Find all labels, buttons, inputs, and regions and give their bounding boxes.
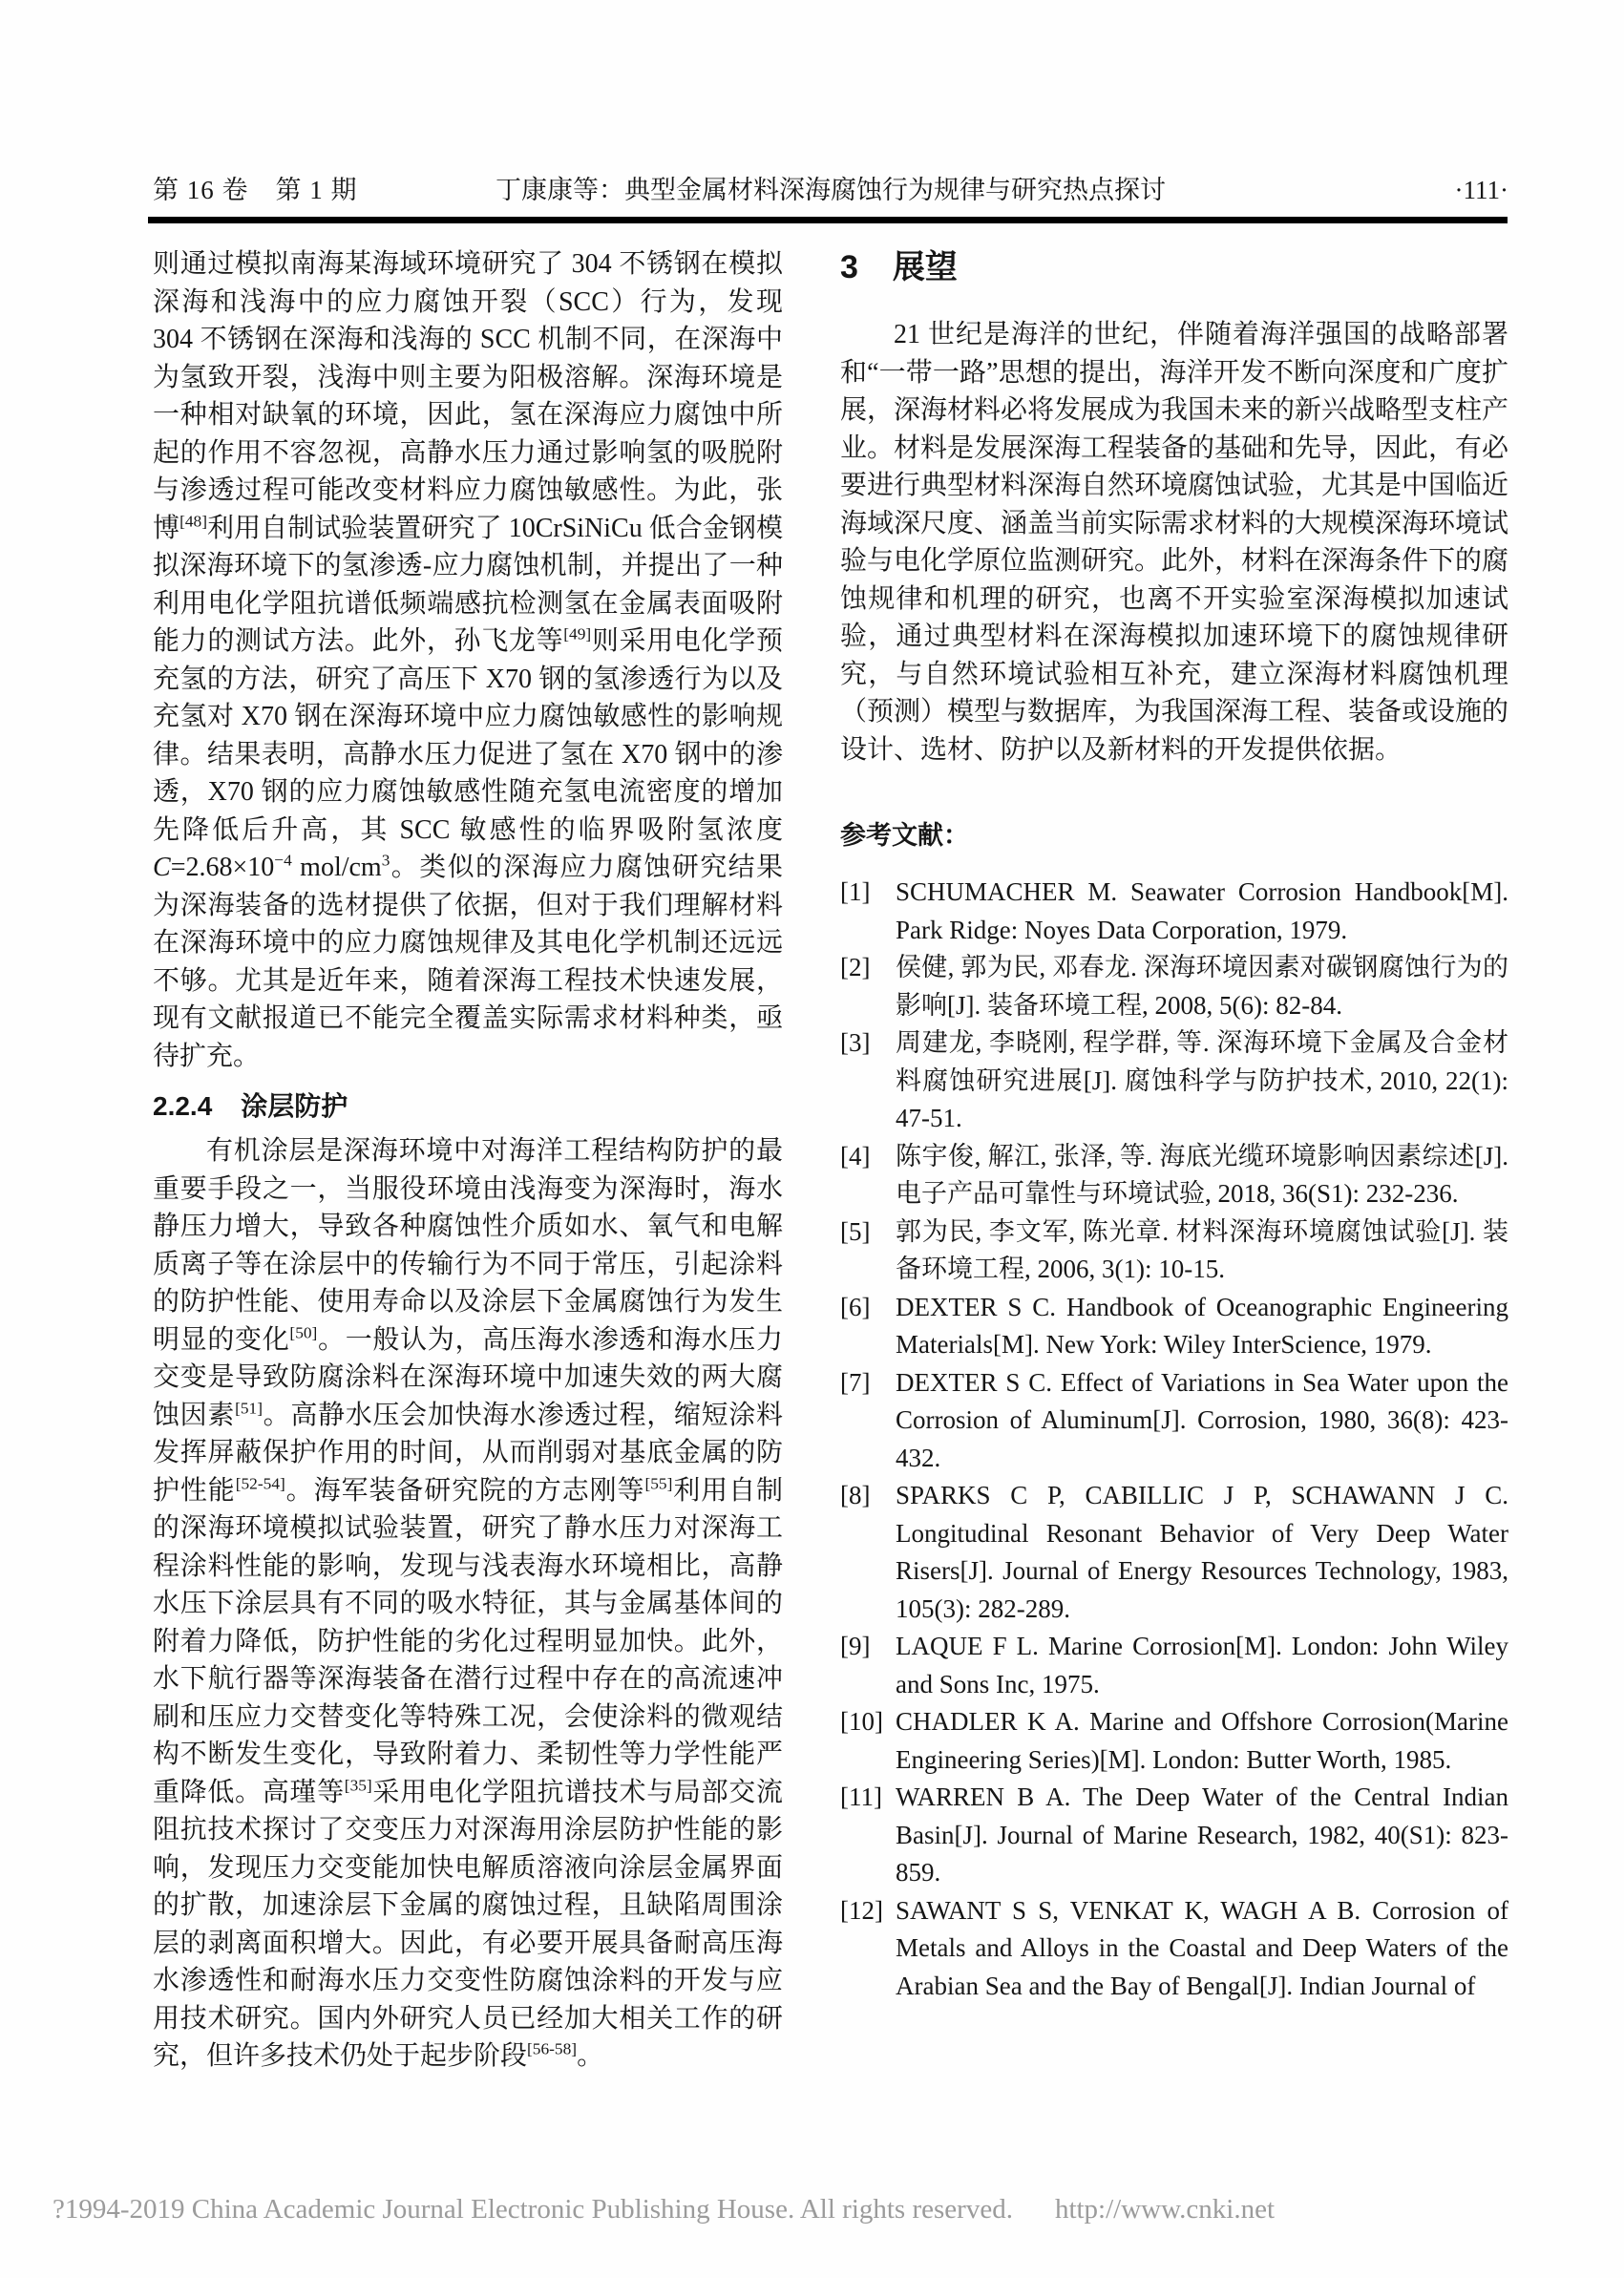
text-segment: 则采用电化学预充氢的方法，研究了高压下 X70 钢的氢渗透行为以及充氢对 X70 钢在深海环境中应力腐蚀敏感性的影响规律。结果表明，高静水压力促进了氢在 X70 钢中的渗透，X70 钢的应力腐蚀敏感性随充氢电流密度的增加先降低后升高，其 SCC 敏感性的临界吸附氢浓度 <box>153 626 783 845</box>
citation-superscript: [51] <box>235 1399 263 1418</box>
reference-text: SCHUMACHER M. Seawater Corrosion Handbook[M]. Park Ridge: Noyes Data Corporation, 1979. <box>896 877 1508 944</box>
reference-label: [11] <box>840 1782 882 1811</box>
reference-label: [9] <box>840 1632 871 1660</box>
text-segment: 采用电化学阻抗谱技术与局部交流阻抗技术探讨了交变压力对深海用涂层防护性能的影响，发现压力交变能加快电解质溶液向涂层金属界面的扩散，加速涂层下金属的腐蚀过程，且缺陷周围涂层的剥离面积增大。因此，有必要开展具备耐高压海水渗透性和耐海水压力交变性防腐蚀涂料的开发与应用技术研究。国内外研究人员已经加大相关工作的研究，但许多技术仍处于起步阶段 <box>153 1777 783 2071</box>
reference-text: CHADLER K A. Marine and Offshore Corrosion(Marine Engineering Series)[M]. London: Butter Worth, 1985. <box>896 1707 1508 1774</box>
reference-text: DEXTER S C. Handbook of Oceanographic Engineering Materials[M]. New York: Wiley InterScience, 1979. <box>896 1292 1508 1359</box>
text-segment: 。类似的深海应力腐蚀研究结果为深海装备的选材提供了依据，但对于我们理解材料在深海环境中的应力腐蚀规律及其电化学机制还远远不够。尤其是近年来，随着深海工程技术快速发展，现有文献报道已不能完全覆盖实际需求材料种类，亟待扩充。 <box>153 853 783 1071</box>
paragraph-coating-protection <box>153 1132 783 2076</box>
page-footer <box>53 2193 1580 2225</box>
reference-item <box>840 1477 1508 1628</box>
reference-label: [4] <box>840 1141 871 1171</box>
reference-text: LAQUE F L. Marine Corrosion[M]. London: John Wiley and Sons Inc, 1975. <box>896 1632 1508 1698</box>
reference-item <box>840 1024 1508 1138</box>
citation-superscript: [56-58] <box>527 2039 578 2058</box>
left-column <box>153 245 783 2076</box>
text-segment: 。高静水压会加快海水渗透过程，缩短涂料发挥屏蔽保护作用的时间，从而削弱对基底金属的防护性能 <box>153 1400 783 1506</box>
reference-text: 侯健, 郭为民, 邓春龙. 深海环境因素对碳钢腐蚀行为的影响[J]. 装备环境工程, 2008, 5(6): 82-84. <box>896 953 1508 1020</box>
section-heading-2-2-4 <box>153 1086 783 1127</box>
reference-text: 周建龙, 李晓刚, 程学群, 等. 深海环境下金属及合金材料腐蚀研究进展[J]. 腐蚀科学与防护技术, 2010, 22(1): 47-51. <box>896 1028 1508 1132</box>
header-running-title: 丁康康等：典型金属材料深海腐蚀行为规律与研究热点探讨 <box>496 176 1166 204</box>
citation-superscript: [55] <box>644 1474 673 1493</box>
reference-text: 陈宇俊, 解江, 张泽, 等. 海底光缆环境影响因素综述[J]. 电子产品可靠性与环境试验, 2018, 36(S1): 232-236. <box>896 1141 1508 1208</box>
reference-item <box>840 1213 1508 1289</box>
reference-item <box>840 1289 1508 1364</box>
reference-item <box>840 1628 1508 1703</box>
reference-label: [1] <box>840 877 871 906</box>
paragraph-scc-continuation <box>153 245 783 1075</box>
header-page-number: ·111· <box>1454 176 1508 204</box>
text-segment: 有机涂层是深海环境中对海洋工程结构防护的最重要手段之一，当服役环境由浅海变为深海时，海水静压力增大，导致各种腐蚀性介质如水、氧气和电解质离子等在涂层中的传输行为不同于常压，引起涂料的防护性能、使用寿命以及涂层下金属腐蚀行为发生明显的变化 <box>153 1136 783 1355</box>
reference-item <box>840 874 1508 949</box>
footer-copyright: ?1994-2019 China Academic Journal Electronic Publishing House. All rights reserved. <box>53 2194 1013 2225</box>
citation-superscript: [49] <box>563 624 592 643</box>
reference-text: WARREN B A. The Deep Water of the Central Indian Basin[J]. Journal of Marine Research, 1982, 40(S1): 823-859. <box>896 1782 1508 1887</box>
section-heading-outlook <box>840 245 1508 289</box>
reference-label: [3] <box>840 1028 871 1057</box>
reference-item <box>840 1364 1508 1478</box>
header-divider-rule <box>148 217 1508 223</box>
text-segment: 则通过模拟南海某海域环境研究了 304 不锈钢在模拟深海和浅海中的应力腐蚀开裂（SCC）行为，发现 304 不锈钢在深海和浅海的 SCC 机制不同，在深海中为氢致开裂，浅海中则主要为阳极溶解。深海环境是一种相对缺氧的环境，因此，氢在深海应力腐蚀中所起的作用不容忽视，高静水压力通过影响氢的吸脱附与渗透过程可能改变材料应力腐蚀敏感性。为此，张博 <box>153 249 783 543</box>
text-segment: =2.68×10 <box>170 853 275 882</box>
reference-item <box>840 1138 1508 1213</box>
reference-text: DEXTER S C. Effect of Variations in Sea Water upon the Corrosion of Aluminum[J]. Corrosion, 1980, 36(8): 423-432. <box>896 1367 1508 1472</box>
citation-superscript: [50] <box>289 1323 318 1342</box>
footer-url: http://www.cnki.net <box>1054 2194 1276 2225</box>
section-number: 2.2.4 <box>153 1091 213 1121</box>
references-heading: 参考文献： <box>840 821 969 850</box>
reference-item <box>840 1703 1508 1779</box>
text-segment: 利用自制的深海环境模拟试验装置，研究了静水压力对深海工程涂料性能的影响，发现与浅表海水环境相比，高静水压下涂层具有不同的吸水特征，其与金属基体间的附着力降低，防护性能的劣化过程明显加快。此外，水下航行器等深海装备在潜行过程中存在的高流速冲刷和压应力交替变化等特殊工况，会使涂料的微观结构不断发生变化，导致附着力、柔韧性等力学性能严重降低。高瑾等 <box>153 1475 783 1807</box>
text-segment: 。海军装备研究院的方志刚等 <box>285 1475 645 1506</box>
reference-label: [5] <box>840 1216 871 1246</box>
text-segment: 。 <box>577 2041 604 2071</box>
page-header <box>153 173 1508 207</box>
text-segment: 利用自制试验装置研究了 10CrSiNiCu 低合金钢模拟深海环境下的氢渗透-应力腐蚀机制，并提出了一种利用电化学阻抗谱低频端感抗检测氢在金属表面吸附能力的测试方法。此外，孙飞龙等 <box>153 513 783 656</box>
reference-item <box>840 1892 1508 2006</box>
paragraph-outlook: 21 世纪是海洋的世纪，伴随着海洋强国的战略部署和“一带一路”思想的提出，海洋开发不断向深度和广度扩展，深海材料必将发展成为我国未来的新兴战略型支柱产业。材料是发展深海工程装备的基础和先导，因此，有必要进行典型材料深海自然环境腐蚀试验，尤其是中国临近海域深尺度、涵盖当前实际需求材料的大规模深海环境试验与电化学原位监测研究。此外，材料在深海条件下的腐蚀规律和机理的研究，也离不开实验室深海模拟加速试验，通过典型材料在深海模拟加速环境下的腐蚀规律研究，与自然环境试验相互补充，建立深海材料腐蚀机理（预测）模型与数据库，为我国深海工程、装备或设施的设计、选材、防护以及新材料的开发提供依据。 <box>840 320 1509 765</box>
reference-label: [2] <box>840 953 871 981</box>
text-segment: C <box>153 853 171 882</box>
reference-text: 郭为民, 李文军, 陈光章. 材料深海环境腐蚀试验[J]. 装备环境工程, 2006, 3(1): 10-15. <box>896 1216 1508 1283</box>
section-title: 展望 <box>892 249 958 285</box>
references-list <box>840 874 1508 2005</box>
citation-superscript: [52-54] <box>235 1474 285 1493</box>
citation-superscript: −4 <box>274 851 292 870</box>
reference-text: SPARKS C P, CABILLIC J P, SCHAWANN J C. Longitudinal Resonant Behavior of Very Deep Water Risers[J]. Journal of Energy Resources Technology, 1983, 105(3): 282-289. <box>896 1481 1508 1623</box>
section-title: 涂层防护 <box>241 1091 348 1121</box>
citation-superscript: 3 <box>381 851 390 870</box>
reference-label: [7] <box>840 1367 871 1397</box>
reference-item <box>840 1779 1508 1892</box>
reference-label: [12] <box>840 1895 883 1925</box>
reference-label: [10] <box>840 1707 883 1736</box>
reference-item <box>840 949 1508 1024</box>
reference-text: SAWANT S S, VENKAT K, WAGH A B. Corrosion of Metals and Alloys in the Coastal and Deep Waters of the Arabian Sea and the Bay of Bengal[J]. Indian Journal of <box>896 1895 1508 2000</box>
header-volume-issue: 第 16 卷 第 1 期 <box>153 176 358 204</box>
citation-superscript: [35] <box>344 1776 372 1795</box>
citation-superscript: [48] <box>179 512 207 531</box>
reference-label: [8] <box>840 1481 871 1509</box>
reference-label: [6] <box>840 1292 871 1321</box>
section-number: 3 <box>840 249 858 285</box>
text-segment: 。一般认为，高压海水渗透和海水压力交变是导致防腐涂料在深海环境中加速失效的两大腐蚀因素 <box>153 1324 783 1430</box>
text-segment: mol/cm <box>291 853 382 882</box>
right-column <box>840 245 1508 2005</box>
